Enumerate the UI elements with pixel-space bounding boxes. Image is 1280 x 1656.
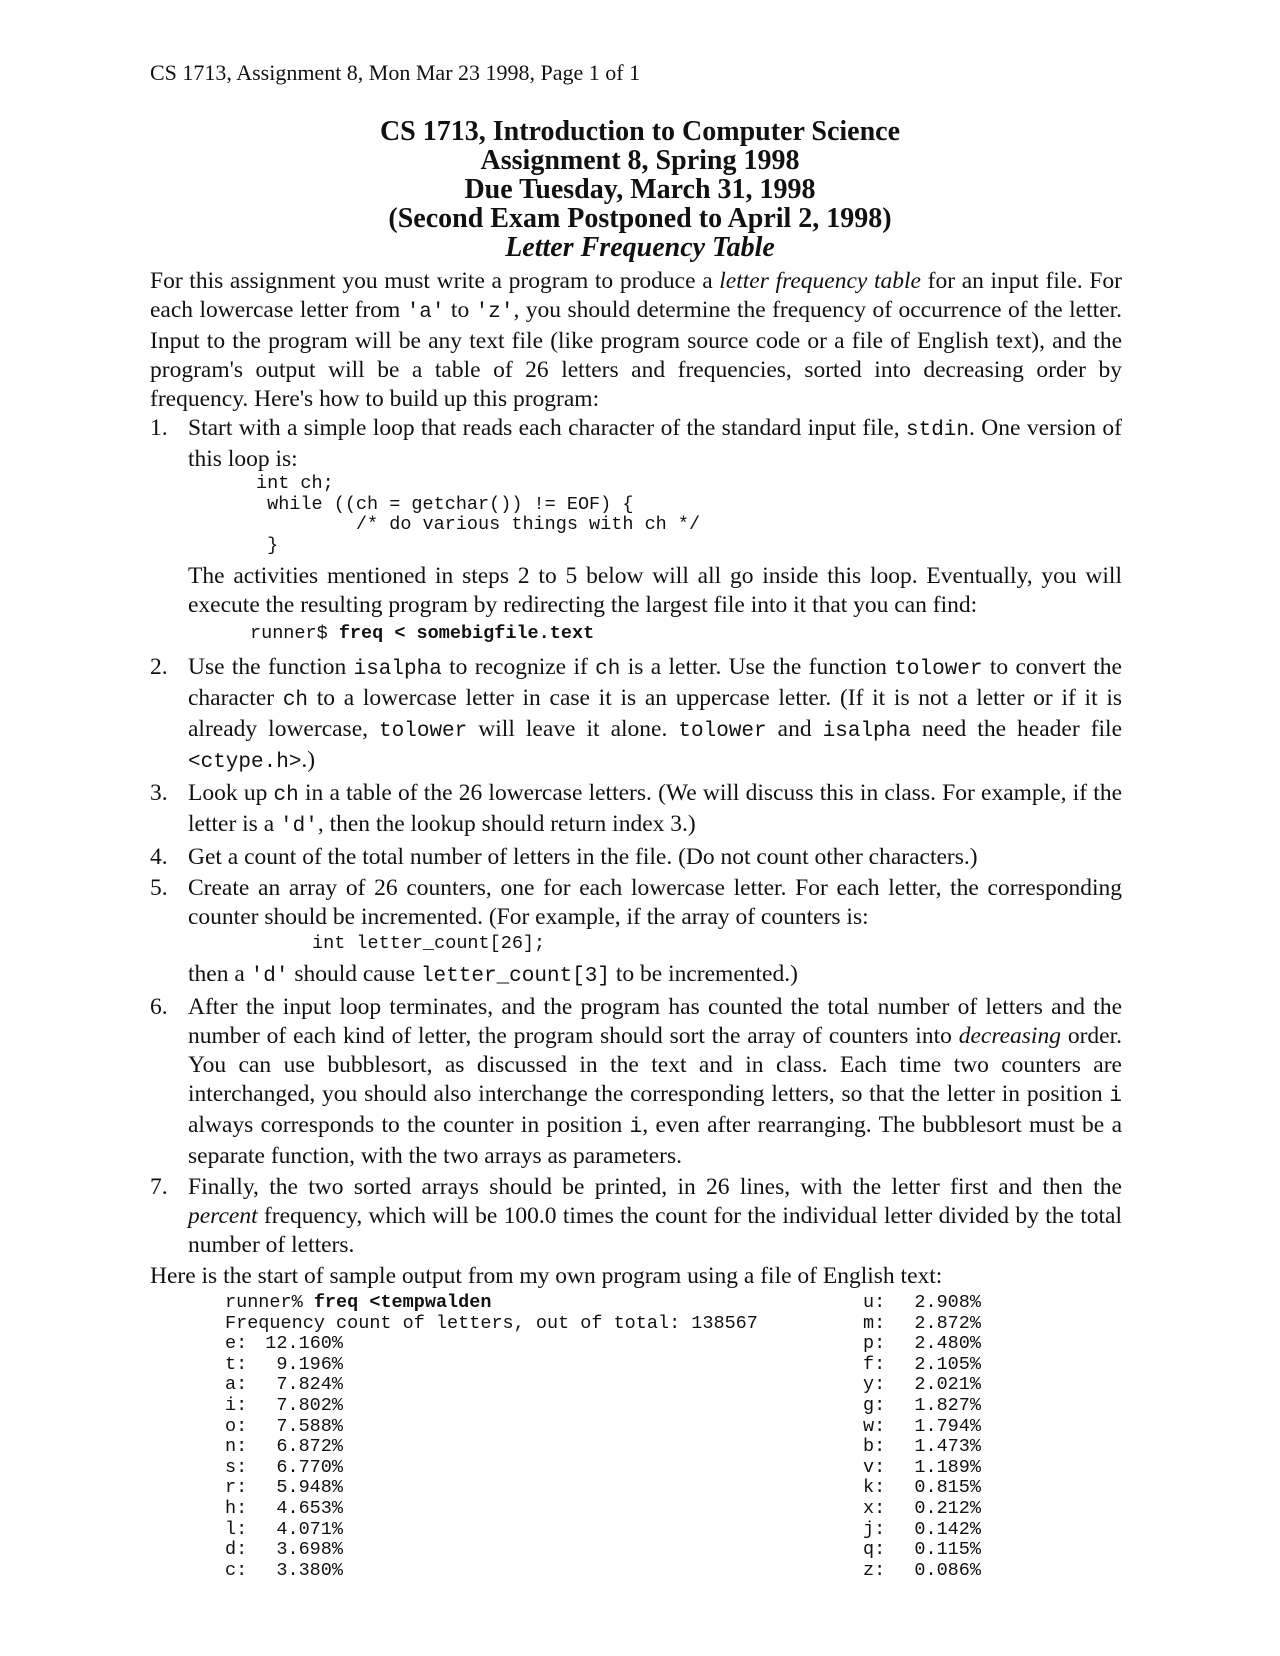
step-text: need the header file: [910, 715, 1123, 742]
inline-code: tolower: [894, 657, 983, 681]
step-text: Start with a simple loop that reads each character of the standard input file,: [188, 415, 906, 441]
inline-code: stdin: [905, 419, 969, 442]
step-text: Get a count of the total number of letters in the file. (Do not count other characters.): [188, 843, 978, 870]
frequency-row: [863, 1499, 981, 1520]
frequency-row: [863, 1458, 981, 1479]
document-body: [150, 267, 1122, 1583]
frequency-letter: c:: [225, 1559, 248, 1581]
code-block-array: int letter_count[26];: [312, 932, 546, 954]
frequency-percent: 7.824%: [276, 1374, 343, 1396]
frequency-row: [863, 1355, 981, 1376]
frequency-letter: b:: [863, 1436, 886, 1458]
frequency-percent: 3.380%: [276, 1559, 343, 1581]
frequency-percent: 6.872%: [276, 1436, 343, 1458]
frequency-row: [225, 1520, 758, 1541]
inline-code: i: [629, 1116, 643, 1139]
due-date: Due Tuesday, March 31, 1998: [464, 174, 816, 205]
frequency-letter: m:: [863, 1312, 886, 1334]
intro-text: to: [444, 297, 476, 323]
frequency-letter: h:: [225, 1497, 248, 1519]
inline-code: 'a': [406, 301, 445, 324]
step-text: and: [766, 715, 823, 742]
frequency-row: [863, 1293, 981, 1314]
shell-prompt: runner%: [225, 1292, 314, 1313]
sample-summary-line: Frequency count of letters, out of total: 138567: [225, 1312, 758, 1334]
frequency-row: [225, 1334, 758, 1355]
assignment-title: Assignment 8, Spring 1998: [480, 145, 800, 176]
frequency-letter: v:: [863, 1456, 886, 1478]
step-number: 6.: [150, 994, 168, 1020]
inline-code: i: [1109, 1085, 1122, 1108]
sample-output-left-column: [225, 1293, 758, 1581]
step-text: will leave it alone.: [467, 715, 679, 742]
step-1: [150, 414, 1122, 645]
frequency-percent: 1.794%: [914, 1415, 981, 1437]
frequency-letter: f:: [863, 1353, 886, 1375]
code-block-run: [188, 624, 1122, 645]
frequency-percent: 7.802%: [276, 1394, 343, 1416]
inline-code: tolower: [379, 719, 468, 743]
frequency-row: [225, 1437, 758, 1458]
frequency-percent: 9.196%: [276, 1353, 343, 1375]
sample-intro: Here is the start of sample output from my own program using a file of English text:: [150, 1263, 943, 1289]
frequency-row: [225, 1499, 758, 1520]
frequency-list-left: [225, 1334, 758, 1581]
step-2: [150, 653, 1122, 777]
intro-text: , you should determine the frequency of occurrence of the letter. Input to the program will be any text file (like program source code or a file of English text), and the program's output will be a table of 26 letters and frequencies, sorted into decreasing order by frequency. Here's how to build up this program:: [150, 297, 1122, 412]
frequency-letter: l:: [225, 1518, 248, 1540]
shell-command: freq < somebigfile.text: [338, 623, 595, 644]
frequency-letter: n:: [225, 1436, 248, 1458]
frequency-letter: x:: [863, 1497, 886, 1519]
code-block-loop: int ch; while ((ch = getchar()) != EOF) { /* do various things with ch */ }: [256, 473, 701, 556]
step-text: to recognize if: [441, 653, 596, 680]
step-text: to convert the character: [188, 653, 1122, 711]
frequency-row: [863, 1314, 981, 1335]
frequency-row: [225, 1458, 758, 1479]
inline-code: 'd': [250, 965, 289, 988]
inline-code: ch: [595, 657, 621, 681]
sample-command-line: [225, 1293, 758, 1314]
frequency-letter: s:: [225, 1456, 248, 1478]
step-text: . One version of this loop is:: [188, 415, 1122, 472]
frequency-row: [225, 1561, 758, 1582]
frequency-percent: 2.480%: [914, 1333, 981, 1355]
step-text: [188, 960, 1122, 991]
frequency-percent: 4.653%: [276, 1497, 343, 1519]
frequency-percent: 0.142%: [914, 1518, 981, 1540]
inline-code: letter_count[3]: [420, 965, 610, 988]
frequency-row: [863, 1561, 981, 1582]
frequency-row: [863, 1437, 981, 1458]
frequency-row: [225, 1396, 758, 1417]
step-number: 2.: [150, 653, 168, 680]
frequency-row: [863, 1396, 981, 1417]
frequency-percent: 1.827%: [914, 1394, 981, 1416]
frequency-row: [863, 1520, 981, 1541]
frequency-row: [225, 1478, 758, 1499]
step-7: [150, 1173, 1122, 1260]
frequency-row: [225, 1355, 758, 1376]
step-text: in a table of the 26 lowercase letters. (We will discuss this in class. For example, if the letter is a: [188, 779, 1122, 837]
frequency-letter: e:: [225, 1333, 248, 1355]
frequency-letter: j:: [863, 1518, 886, 1540]
steps-list: [150, 414, 1122, 1260]
step-text: Create an array of 26 counters, one for each lowercase letter. For each letter, the corresponding counter should be incremented. (For example, if the array of counters is:: [188, 874, 1122, 930]
frequency-percent: 0.086%: [914, 1559, 981, 1581]
inline-code: tolower: [678, 719, 767, 743]
inline-code: isalpha: [822, 719, 911, 743]
step-text: should cause: [288, 961, 421, 987]
step-number: 1.: [150, 415, 168, 441]
step-text: is a letter. Use the function: [620, 653, 895, 680]
step-number: 7.: [150, 1174, 168, 1200]
step-text: to be incremented.): [609, 961, 798, 987]
frequency-row: [863, 1375, 981, 1396]
running-head: CS 1713, Assignment 8, Mon Mar 23 1998, Page 1 of 1: [150, 60, 641, 85]
frequency-letter: q:: [863, 1539, 886, 1561]
step-text: .): [301, 746, 316, 773]
frequency-letter: z:: [863, 1559, 886, 1581]
step-4: [150, 843, 1122, 872]
frequency-letter: p:: [863, 1333, 886, 1355]
frequency-letter: u:: [863, 1292, 886, 1313]
step-number: 3.: [150, 779, 168, 806]
frequency-percent: 0.115%: [914, 1539, 981, 1561]
step-text: always corresponds to the counter in position: [188, 1112, 630, 1138]
step-text: to a lowercase letter in case it is an uppercase letter. (If it is not a letter or if it is already lowercase,: [188, 684, 1122, 742]
inline-code: ch: [273, 783, 299, 807]
title-block: [0, 117, 1280, 262]
exam-note: (Second Exam Postponed to April 2, 1998): [388, 203, 892, 234]
frequency-percent: 7.588%: [276, 1415, 343, 1437]
frequency-row: [863, 1478, 981, 1499]
frequency-percent: 2.021%: [914, 1374, 981, 1396]
frequency-letter: d:: [225, 1539, 248, 1561]
step-text: frequency, which will be 100.0 times the count for the individual letter divided by the total number of letters.: [188, 1203, 1122, 1258]
frequency-row: [863, 1334, 981, 1355]
frequency-percent: 12.160%: [265, 1333, 343, 1355]
frequency-percent: 4.071%: [276, 1518, 343, 1540]
step-number: 5.: [150, 874, 168, 901]
step-text: After the input loop terminates, and the program has counted the total number of letters and the number of each kind of letter, the program should sort the array of counters into: [188, 994, 1122, 1049]
step-text: Finally, the two sorted arrays should be printed, in 26 lines, with the letter first and then the: [188, 1174, 1122, 1200]
frequency-percent: 2.105%: [914, 1353, 981, 1375]
shell-prompt: runner$: [250, 623, 339, 644]
step-text: The activities mentioned in steps 2 to 5 below will all go inside this loop. Eventually, you will execute the resulting program by redirecting the largest file into it that you can find:: [188, 563, 1122, 618]
step-text: , even after rearranging. The bubblesort must be a separate function, with the two arrays as parameters.: [188, 1112, 1122, 1169]
frequency-letter: k:: [863, 1477, 886, 1499]
frequency-letter: t:: [225, 1353, 248, 1375]
frequency-letter: i:: [225, 1394, 248, 1416]
step-text: then a: [188, 961, 251, 987]
inline-code: 'z': [475, 301, 514, 324]
frequency-percent: 2.872%: [914, 1312, 981, 1334]
inline-code: isalpha: [353, 657, 442, 681]
frequency-percent: 3.698%: [276, 1539, 343, 1561]
intro-emphasis: letter frequency table: [719, 268, 921, 294]
frequency-row: [863, 1417, 981, 1438]
frequency-letter: w:: [863, 1415, 886, 1437]
frequency-percent: 1.189%: [914, 1456, 981, 1478]
frequency-letter: a:: [225, 1374, 248, 1396]
step-3: [150, 779, 1122, 841]
step-5: [150, 874, 1122, 992]
sample-output: [150, 1293, 1122, 1583]
intro-text: for an input file. For each lowercase letter from: [150, 268, 1122, 323]
step-text: Use the function: [188, 653, 354, 680]
frequency-percent: 1.473%: [914, 1436, 981, 1458]
frequency-percent: 5.948%: [276, 1477, 343, 1499]
frequency-letter: o:: [225, 1415, 248, 1437]
frequency-row: [225, 1540, 758, 1561]
frequency-letter: g:: [863, 1394, 886, 1416]
frequency-row: [225, 1375, 758, 1396]
step-text: order. You can use bubblesort, as discussed in the text and in class. Each time two counters are interchanged, you should also interchange the corresponding letters, so that the letter in position: [188, 1023, 1122, 1107]
inline-code: <ctype.h>: [188, 750, 302, 774]
frequency-row: [225, 1417, 758, 1438]
intro-paragraph: [150, 267, 1122, 414]
frequency-list-right: [863, 1293, 981, 1581]
step-emphasis: percent: [188, 1203, 258, 1229]
step-6: [150, 993, 1122, 1171]
frequency-row: [863, 1540, 981, 1561]
frequency-percent: 0.212%: [914, 1497, 981, 1519]
frequency-percent: 6.770%: [276, 1456, 343, 1478]
shell-command: freq <tempwalden: [313, 1292, 492, 1313]
assignment-subtitle: Letter Frequency Table: [505, 232, 775, 263]
step-text: Look up: [188, 779, 274, 806]
step-text: , then the lookup should return index 3.): [317, 810, 696, 837]
step-emphasis: decreasing: [958, 1023, 1061, 1049]
inline-code: 'd': [280, 814, 318, 838]
intro-text: For this assignment you must write a program to produce a: [150, 268, 720, 294]
frequency-letter: r:: [225, 1477, 248, 1499]
frequency-percent: 0.815%: [914, 1477, 981, 1499]
frequency-letter: y:: [863, 1374, 886, 1396]
inline-code: ch: [282, 688, 309, 712]
frequency-percent: 2.908%: [914, 1292, 981, 1313]
step-number: 4.: [150, 843, 168, 870]
course-title: CS 1713, Introduction to Computer Science: [379, 116, 901, 147]
